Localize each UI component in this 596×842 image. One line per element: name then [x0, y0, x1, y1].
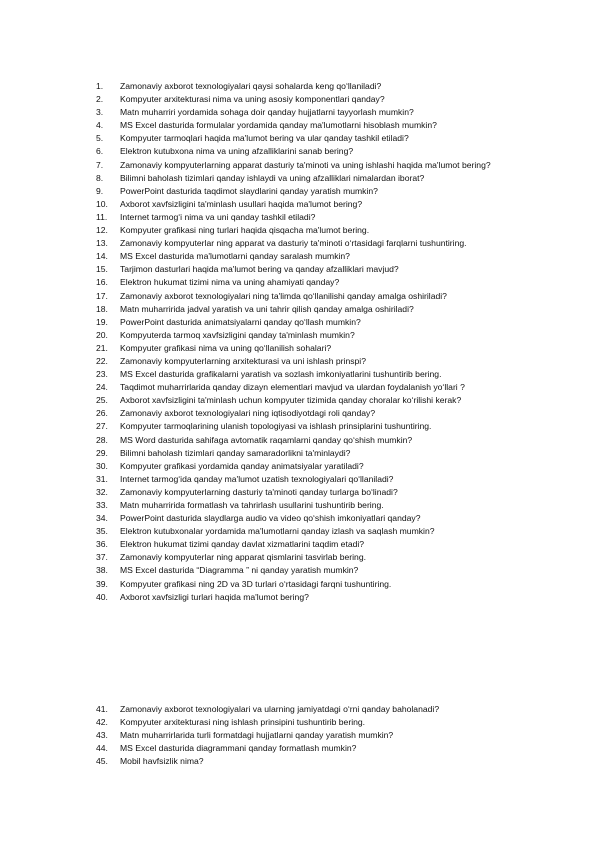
question-number: 30.: [96, 460, 108, 471]
question-text: Internet tarmog‘ida qanday ma'lumot uzatish texnologiyalari qo‘llaniladi?: [120, 473, 394, 484]
question-text: Zamonaviy axborot texnologiyalari qaysi sohalarda keng qo‘llaniladi?: [120, 81, 382, 91]
question-number: 23.: [96, 369, 108, 380]
question-text: Mobil havfsizlik nima?: [120, 756, 204, 767]
question-text: MS Word dasturida sahifaga avtomatik raqamlarni qanday qo‘shish mumkin?: [120, 434, 413, 445]
question-text: Matn muharririda formatlash va tahrirlash usullarini tushuntirib bering.: [120, 500, 384, 510]
question-text: Zamonaviy kompyuterlarning arxitekturasi va uni ishlash prinspi?: [120, 355, 366, 366]
question-item: [96, 394, 546, 407]
question-item: [96, 591, 546, 604]
question-item: [96, 172, 546, 185]
question-item: [96, 145, 546, 158]
question-number: 44.: [96, 743, 108, 754]
question-text: Zamonaviy axborot texnologiyalari ning iqtisodiyotdagi roli qanday?: [120, 408, 376, 419]
question-item: [96, 368, 546, 381]
question-text: Zamonaviy axborot texnologiyalari ning ta'limda qo‘llanilishi qanday amalga oshiriladi?: [120, 290, 447, 301]
question-number: 8.: [96, 172, 104, 183]
question-item: [96, 185, 546, 198]
question-number: 7.: [96, 159, 104, 170]
question-number: 1.: [96, 81, 104, 91]
question-item: [96, 93, 546, 106]
question-text: Bilimni baholash tizimlari qanday ishlaydi va uning afzalliklari nimalardan iborat?: [120, 172, 425, 183]
question-item: [96, 538, 546, 551]
question-text: Zamonaviy kompyuterlar ning apparat qismlarini tasvirlab bering.: [120, 552, 366, 563]
question-number: 31.: [96, 473, 108, 484]
question-text: Elektron hukumat tizimi qanday davlat xizmatlarini taqdim etadi?: [120, 539, 365, 550]
question-list-part-1: [96, 80, 546, 604]
question-text: Matn muharriri yordamida sohaga doir qanday hujjatlarni tayyorlash mumkin?: [120, 107, 414, 118]
question-item: [96, 355, 546, 368]
question-number: 14.: [96, 251, 108, 262]
question-text: Internet tarmog‘i nima va uni qanday tashkil etiladi?: [120, 211, 316, 222]
question-item: [96, 486, 546, 499]
question-text: Kompyuter arxitekturasi nima va uning asosiy komponentlari qanday?: [120, 94, 385, 105]
question-item: [96, 198, 546, 211]
question-text: Elektron kutubxonalar yordamida ma'lumotlarni qanday izlash va saqlash mumkin?: [120, 526, 435, 537]
question-number: 40.: [96, 591, 108, 602]
question-text: Kompyuter grafikasi ning 2D va 3D turlari o‘rtasidagi farqni tushuntiring.: [120, 578, 392, 589]
question-number: 9.: [96, 185, 104, 196]
question-text: MS Excel dasturida “Diagramma ” ni qanday yaratish mumkin?: [120, 565, 359, 576]
question-item: [96, 551, 546, 564]
question-item: [96, 407, 546, 420]
question-item: [96, 250, 546, 263]
question-number: 21.: [96, 342, 108, 353]
question-text: Axborot xavfsizligini ta'minlash uchun kompyuter tizimida qanday choralar ko‘rilishi kerak?: [120, 395, 462, 406]
question-text: Zamonaviy axborot texnologiyalari va ularning jamiyatdagi o‘rni qanday baholanadi?: [120, 704, 440, 714]
question-text: Axborot xavfsizligini ta'minlash usullari haqida ma'lumot bering?: [120, 198, 363, 209]
question-text: Taqdimot muharrirlarida qanday dizayn elementlari mavjud va ulardan foydalanish yo‘llari ?: [120, 382, 465, 393]
question-text: Tarjimon dasturlari haqida ma'lumot bering va qanday afzalliklari mavjud?: [120, 264, 399, 275]
question-text: Elektron kutubxona nima va uning afzalliklarini sanab bering?: [120, 146, 354, 157]
question-number: 22.: [96, 355, 108, 366]
question-number: 20.: [96, 329, 108, 340]
question-item: [96, 381, 546, 394]
question-number: 39.: [96, 578, 108, 589]
question-item: [96, 564, 546, 577]
question-number: 2.: [96, 94, 104, 105]
question-number: 26.: [96, 408, 108, 419]
question-item: [96, 211, 546, 224]
question-number: 36.: [96, 539, 108, 550]
question-text: Kompyuter tarmoqlari haqida ma'lumot bering va ular qanday tashkil etiladi?: [120, 133, 409, 144]
question-item: [96, 447, 546, 460]
question-text: Elektron hukumat tizimi nima va uning ahamiyati qanday?: [120, 277, 340, 288]
question-number: 43.: [96, 730, 108, 741]
question-text: MS Excel dasturida formulalar yordamida qanday ma'lumotlarni hisoblash mumkin?: [120, 120, 437, 131]
question-text: MS Excel dasturida ma'lumotlarni qanday saralash mumkin?: [120, 251, 350, 262]
question-text: MS Excel dasturida diagrammani qanday formatlash mumkin?: [120, 743, 357, 754]
question-number: 18.: [96, 303, 108, 314]
question-text: MS Excel dasturida grafikalarni yaratish va sozlash imkoniyatlarini tushuntirib bering.: [120, 369, 442, 380]
question-number: 17.: [96, 290, 108, 301]
question-number: 41.: [96, 704, 108, 714]
question-number: 6.: [96, 146, 104, 157]
question-item: [96, 578, 546, 591]
question-text: Axborot xavfsizligi turlari haqida ma'lumot bering?: [120, 591, 309, 602]
question-number: 25.: [96, 395, 108, 406]
question-text: Kompyuter grafikasi nima va uning qo‘llanilish sohalari?: [120, 342, 332, 353]
question-text: Kompyuter arxitekturasi ning ishlash prinsipini tushuntirib bering.: [120, 717, 366, 728]
question-item: [96, 742, 546, 755]
question-text: Kompyuter grafikasi yordamida qanday animatsiyalar yaratiladi?: [120, 460, 364, 471]
question-number: 13.: [96, 238, 108, 249]
question-text: PowerPoint dasturida animatsiyalarni qanday qo‘llash mumkin?: [120, 316, 361, 327]
question-item: [96, 460, 546, 473]
question-text: Kompyuterda tarmoq xavfsizligini qanday ta'minlash mumkin?: [120, 329, 355, 340]
question-item: [96, 106, 546, 119]
question-text: Matn muharririda jadval yaratish va uni tahrir qilish qanday amalga oshiriladi?: [120, 303, 414, 314]
question-number: 3.: [96, 107, 104, 118]
question-item: [96, 119, 546, 132]
question-item: [96, 159, 546, 172]
question-number: 32.: [96, 486, 108, 497]
question-item: [96, 276, 546, 289]
question-number: 42.: [96, 717, 108, 728]
question-number: 34.: [96, 513, 108, 524]
question-item: [96, 342, 546, 355]
question-number: 33.: [96, 500, 108, 510]
question-text: Matn muharrirlarida turli formatdagi hujjatlarni qanday yaratish mumkin?: [120, 730, 394, 741]
question-item: [96, 420, 546, 433]
question-text: Zamonaviy kompyuterlarning dasturiy ta'minoti qanday turlarga bo‘linadi?: [120, 486, 398, 497]
question-text: Kompyuter grafikasi ning turlari haqida qisqacha ma'lumot bering.: [120, 225, 370, 236]
question-item: [96, 525, 546, 538]
question-item: [96, 80, 546, 93]
question-number: 45.: [96, 756, 108, 767]
question-item: [96, 729, 546, 742]
question-number: 38.: [96, 565, 108, 576]
question-number: 5.: [96, 133, 104, 144]
question-text: Zamonaviy kompyuterlar ning apparat va dasturiy ta'minoti o‘rtasidagi farqlarni tushuntiring.: [120, 238, 467, 249]
question-item: [96, 303, 546, 316]
question-item: [96, 434, 546, 447]
question-text: PowerPoint dasturida taqdimot slaydlarini qanday yaratish mumkin?: [120, 185, 378, 196]
question-number: 16.: [96, 277, 108, 288]
question-item: [96, 316, 546, 329]
question-text: Zamonaviy kompyuterlarning apparat dasturiy ta'minoti va uning ishlashi haqida ma'lumot bering?: [120, 159, 491, 170]
question-item: [96, 329, 546, 342]
question-number: 15.: [96, 264, 108, 275]
question-number: 27.: [96, 421, 108, 432]
question-item: [96, 512, 546, 525]
question-number: 37.: [96, 552, 108, 563]
question-number: 29.: [96, 447, 108, 458]
question-item: [96, 716, 546, 729]
question-number: 24.: [96, 382, 108, 393]
question-number: 11.: [96, 211, 108, 222]
question-number: 28.: [96, 434, 108, 445]
question-text: Bilimni baholash tizimlari qanday samaradorlikni ta'minlaydi?: [120, 447, 351, 458]
question-number: 10.: [96, 198, 108, 209]
question-number: 35.: [96, 526, 108, 537]
question-list-part-2: [96, 703, 546, 768]
question-item: [96, 473, 546, 486]
question-item: [96, 499, 546, 512]
question-item: [96, 132, 546, 145]
question-number: 4.: [96, 120, 104, 131]
question-item: [96, 703, 546, 716]
question-item: [96, 224, 546, 237]
question-item: [96, 290, 546, 303]
question-item: [96, 755, 546, 768]
question-item: [96, 237, 546, 250]
question-number: 19.: [96, 316, 108, 327]
question-number: 12.: [96, 225, 108, 236]
question-text: PowerPoint dasturida slaydlarga audio va video qo‘shish imkoniyatlari qanday?: [120, 513, 421, 524]
question-item: [96, 263, 546, 276]
question-text: Kompyuter tarmoqlarining ulanish topologiyasi va ishlash prinsiplarini tushuntiring.: [120, 421, 432, 432]
